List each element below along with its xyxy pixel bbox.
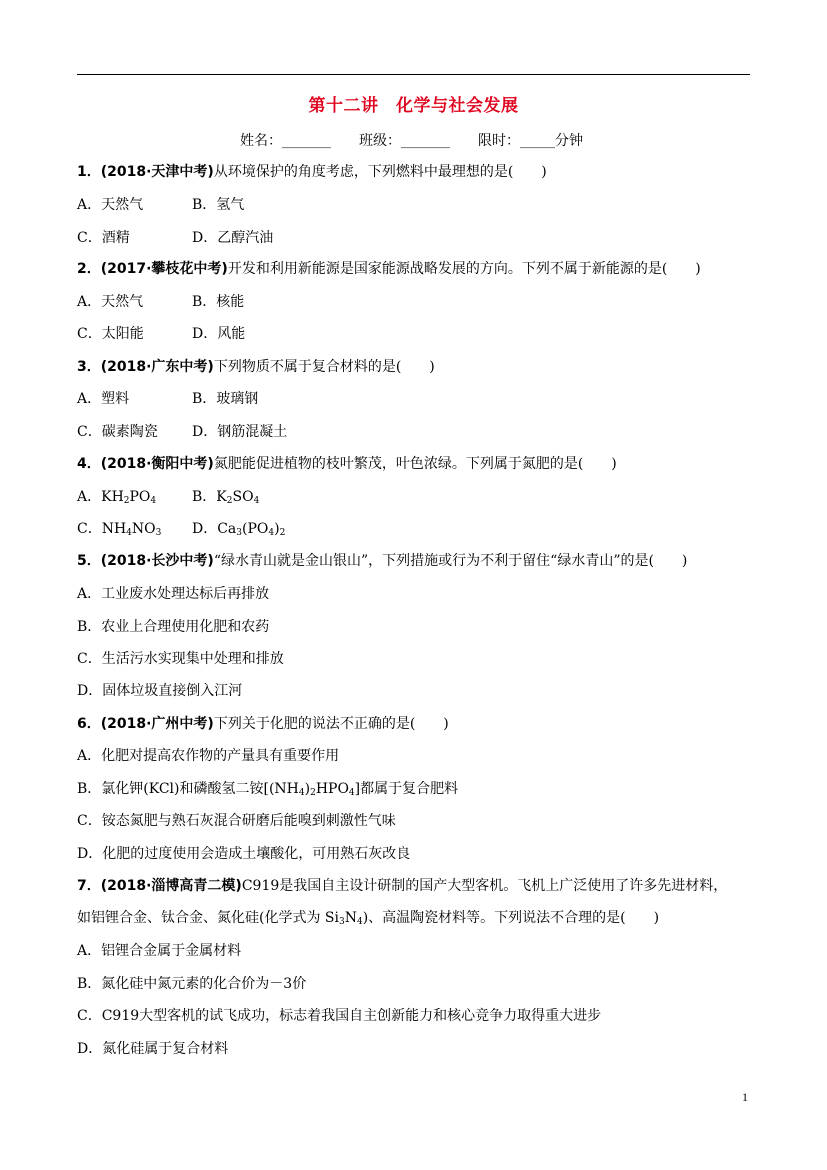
question-text: C919是我国自主设计研制的国产大型客机。飞机上广泛使用了许多先进材料， bbox=[241, 878, 728, 894]
option-d: D．氮化硅属于复合材料 bbox=[77, 1041, 229, 1057]
question-number: 6． bbox=[77, 716, 101, 732]
question-7-continued: 如铝锂合金、钛合金、氮化硅(化学式为 $Si_3N_4$)、高温陶瓷材料等。下列说法不合理的是( ) bbox=[77, 910, 660, 927]
question-1 bbox=[77, 163, 547, 181]
question-number: 7． bbox=[77, 878, 101, 894]
question-5 bbox=[77, 552, 687, 570]
question-source: (2018·广州中考) bbox=[100, 716, 214, 732]
question-4 bbox=[77, 455, 617, 473]
option-c: C．铵态氮肥与熟石灰混合研磨后能嗅到刺激性气味 bbox=[77, 813, 396, 829]
option-b: B．氮化硅中氮元素的化合价为－3价 bbox=[77, 976, 307, 992]
question-source: (2017·攀枝花中考) bbox=[100, 261, 228, 277]
option-b: B．$K_2SO_4$ bbox=[192, 489, 260, 506]
option-d: D．钢筋混凝土 bbox=[192, 424, 288, 440]
option-b: B．农业上合理使用化肥和农药 bbox=[77, 619, 270, 635]
time-field: 限时：_____分钟 bbox=[478, 133, 583, 149]
question-6 bbox=[77, 715, 449, 733]
question-number: 5． bbox=[77, 553, 101, 569]
question-number: 2． bbox=[77, 261, 101, 277]
option-d: D．乙醇汽油 bbox=[192, 230, 274, 246]
question-number: 4． bbox=[77, 456, 101, 472]
option-c: C．太阳能 bbox=[77, 326, 144, 342]
question-text: 开发和利用新能源是国家能源战略发展的方向。下列不属于新能源的是( ) bbox=[227, 261, 701, 277]
option-b: B．氢气 bbox=[192, 197, 245, 213]
question-text: 下列关于化肥的说法不正确的是( ) bbox=[213, 716, 449, 732]
option-b: B．核能 bbox=[192, 294, 245, 310]
option-c: C．C919大型客机的试飞成功，标志着我国自主创新能力和核心竞争力取得重大进步 bbox=[77, 1008, 602, 1024]
question-text: 下列物质不属于复合材料的是( ) bbox=[213, 359, 435, 375]
option-c: C．生活污水实现集中处理和排放 bbox=[77, 651, 284, 667]
option-d: D．固体垃圾直接倒入江河 bbox=[77, 683, 243, 699]
option-a: A．工业废水处理达标后再排放 bbox=[77, 586, 270, 602]
class-field: 班级：_______ bbox=[359, 133, 450, 149]
option-d: D．风能 bbox=[192, 326, 246, 342]
question-number: 1． bbox=[77, 164, 101, 180]
question-source: (2018·长沙中考) bbox=[100, 553, 214, 569]
option-d: D．$Ca_3(PO_4)_2$ bbox=[192, 521, 286, 538]
question-source: (2018·广东中考) bbox=[100, 359, 214, 375]
option-c: C．$NH_4NO_3$ bbox=[77, 521, 162, 538]
question-text: 氮肥能促进植物的枝叶繁茂，叶色浓绿。下列属于氮肥的是( ) bbox=[213, 456, 617, 472]
question-source: (2018·淄博高青二模) bbox=[100, 878, 242, 894]
question-text: 从环境保护的角度考虑，下列燃料中最理想的是( ) bbox=[213, 164, 547, 180]
question-source: (2018·天津中考) bbox=[100, 164, 214, 180]
option-a: A．天然气 bbox=[77, 197, 144, 213]
option-a: A．铝锂合金属于金属材料 bbox=[77, 943, 242, 959]
option-a: A．天然气 bbox=[77, 294, 144, 310]
question-3 bbox=[77, 358, 435, 376]
student-info bbox=[240, 130, 583, 150]
question-7 bbox=[77, 877, 727, 895]
page-title: 第十二讲 化学与社会发展 bbox=[308, 96, 519, 116]
question-text: “绿水青山就是金山银山”，下列措施或行为不利于留住“绿水青山”的是( ) bbox=[213, 553, 688, 569]
page-number: 1 bbox=[742, 1090, 748, 1104]
option-a: A．化肥对提高农作物的产量具有重要作用 bbox=[77, 748, 340, 764]
question-number: 3． bbox=[77, 359, 101, 375]
option-a: A．塑料 bbox=[77, 391, 130, 407]
header-rule bbox=[77, 74, 750, 75]
question-source: (2018·衡阳中考) bbox=[100, 456, 214, 472]
option-b: B．氯化钾(KCl)和磷酸氢二铵$[(NH_4)_2HPO_4]$都属于复合肥料 bbox=[77, 781, 459, 798]
name-field: 姓名：_______ bbox=[240, 133, 331, 149]
option-c: C．酒精 bbox=[77, 230, 130, 246]
option-b: B．玻璃钢 bbox=[192, 391, 259, 407]
question-2 bbox=[77, 260, 701, 278]
option-a: A．$KH_2PO_4$ bbox=[77, 489, 157, 506]
option-c: C．碳素陶瓷 bbox=[77, 424, 158, 440]
option-d: D．化肥的过度使用会造成土壤酸化，可用熟石灰改良 bbox=[77, 846, 411, 862]
